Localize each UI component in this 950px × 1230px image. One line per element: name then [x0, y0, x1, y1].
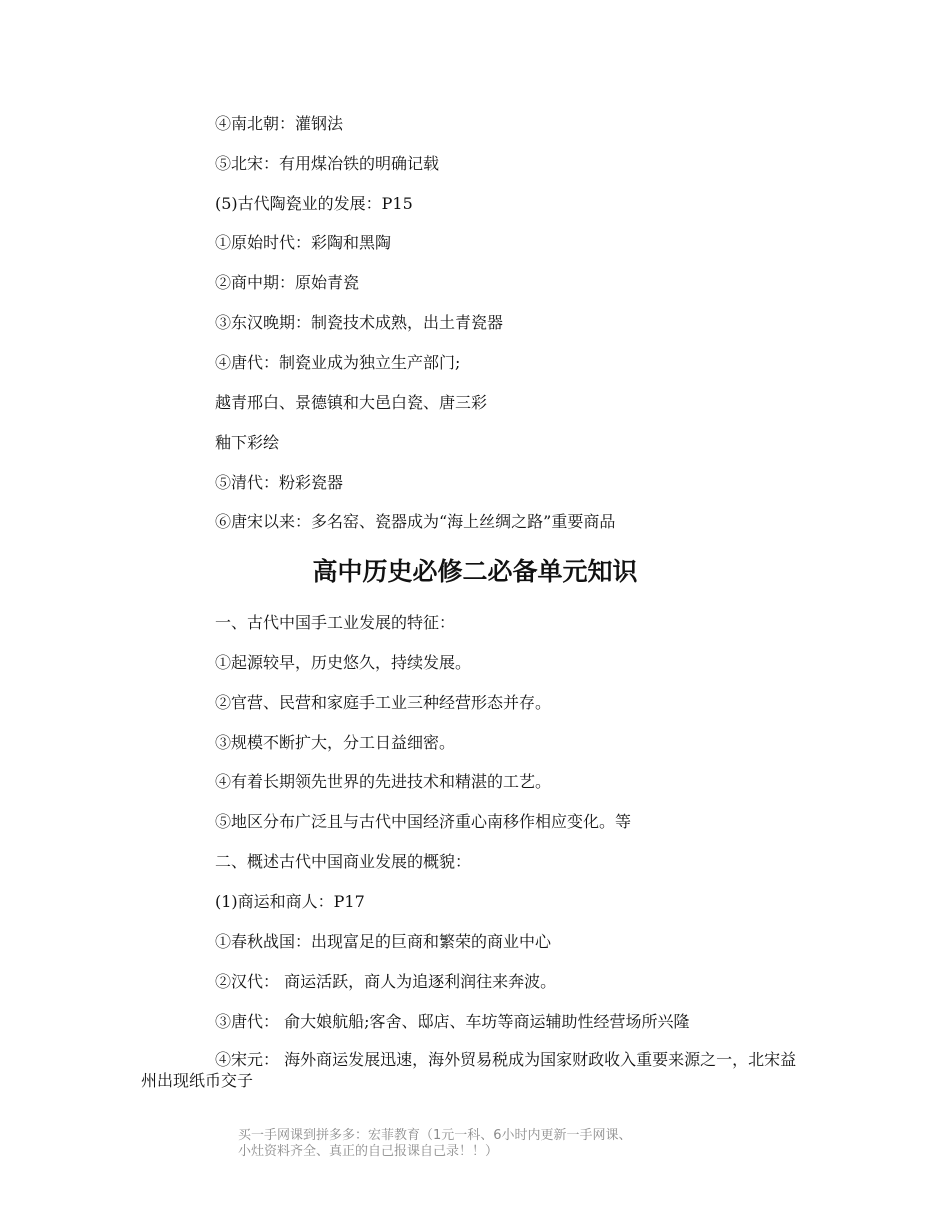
text-line: ①春秋战国：出现富足的巨商和繁荣的商业中心 [215, 932, 552, 951]
text-line: ⑤地区分布广泛且与古代中国经济重心南移作相应变化。等 [215, 812, 632, 831]
text-line: ③东汉晚期：制瓷技术成熟，出土青瓷器 [215, 313, 504, 332]
text-line: ②商中期：原始青瓷 [215, 273, 360, 292]
text-line: ⑥唐宋以来：多名窑、瓷器成为“海上丝绸之路”重要商品 [215, 512, 616, 531]
footer-line: 买一手网课到拼多多：宏菲教育（1元一科、6小时内更新一手网课、 [238, 1128, 632, 1143]
text-line: ①起源较早，历史悠久，持续发展。 [215, 653, 472, 672]
text-line: ②官营、民营和家庭手工业三种经营形态并存。 [215, 693, 552, 712]
text-line: ④有着长期领先世界的先进技术和精湛的工艺。 [215, 772, 552, 791]
paragraph: ④宋元： 海外商运发展迅速，海外贸易税成为国家财政收入重要来源之一，北宋益州出现纸币交子 [141, 1050, 797, 1090]
text-line: (1)商运和商人：P17 [215, 892, 365, 911]
text-line: (5)古代陶瓷业的发展：P15 [215, 194, 413, 213]
page-title: 高中历史必修二必备单元知识 [312, 557, 638, 586]
text-line: ③唐代： 俞大娘航船;客舍、邸店、车坊等商运辅助性经营场所兴隆 [215, 1012, 690, 1031]
footer-line: 小灶资料齐全、真正的自己报课自己录！！） [238, 1144, 499, 1159]
footer-note [238, 1128, 758, 1160]
section-heading: 二、概述古代中国商业发展的概貌： [215, 852, 472, 871]
text-line: 釉下彩绘 [215, 433, 280, 452]
section-heading: 一、古代中国手工业发展的特征： [215, 613, 456, 632]
text-line: ③规模不断扩大，分工日益细密。 [215, 733, 456, 752]
text-line: ④唐代：制瓷业成为独立生产部门; [215, 353, 461, 372]
text-line: ②汉代： 商运活跃，商人为追逐利润往来奔波。 [215, 972, 557, 991]
text-line: ①原始时代：彩陶和黑陶 [215, 233, 392, 252]
text-line: ⑤北宋：有用煤冶铁的明确记载 [215, 154, 440, 173]
text-line: 越青邢白、景德镇和大邑白瓷、唐三彩 [215, 393, 488, 412]
text-line: ④南北朝：灌钢法 [215, 114, 344, 133]
text-line: ⑤清代：粉彩瓷器 [215, 473, 344, 492]
